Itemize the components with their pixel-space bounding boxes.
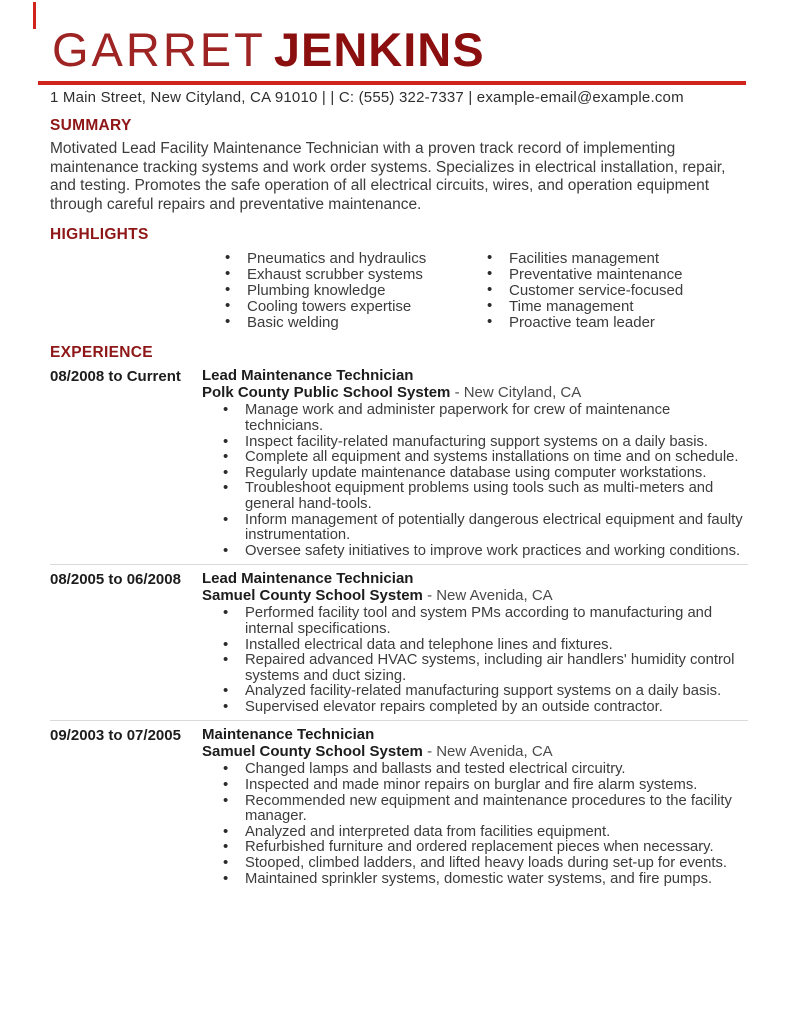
highlight-item-label: Preventative maintenance: [509, 266, 683, 284]
job-dates: 08/2008 to Current: [50, 368, 181, 386]
job-company-line: [202, 587, 748, 604]
job-bullet: [222, 435, 747, 451]
highlight-item: [224, 251, 486, 267]
job-bullet-list: [222, 403, 747, 559]
job-bullet-text: Supervised elevator repairs completed by an outside contractor.: [245, 698, 663, 715]
highlight-item-label: Time management: [509, 298, 634, 316]
highlight-item: [224, 267, 486, 283]
highlight-item-label: Customer service-focused: [509, 282, 684, 300]
highlights-columns: [224, 251, 748, 331]
job-dates: 08/2005 to 06/2008: [50, 571, 181, 589]
job-bullet: [222, 450, 747, 466]
job-bullet: [222, 466, 747, 482]
highlight-item: [486, 251, 748, 267]
job-content: [202, 726, 748, 887]
summary-text: Motivated Lead Facility Maintenance Technician with a proven track record of implementing maintenance tracking systems and work order systems. Specializes in electrical installation, repair, and testing. Promotes the safe operation of all electrical circuits, wires, and operation equipment through careful repairs and preventative maintenance.: [50, 140, 726, 213]
job-bullet-text: Inspect facility-related manufacturing support systems on a daily basis.: [245, 433, 709, 450]
job-bullet-text: Repaired advanced HVAC systems, including air handlers' humidity control systems and duct sizing.: [245, 652, 735, 684]
job-bullet-text: Inspected and made minor repairs on burglar and fire alarm systems.: [245, 777, 698, 794]
job-company-line: [202, 743, 748, 760]
job-company: Samuel County School System: [202, 743, 423, 761]
job-bullet: [222, 653, 747, 684]
job-company: Samuel County School System: [202, 587, 423, 605]
page-title: [52, 23, 748, 76]
job-bullet: [222, 700, 747, 716]
highlights-heading: HIGHLIGHTS: [50, 226, 149, 244]
job-bullet-text: Changed lamps and ballasts and tested electrical circuitry.: [245, 761, 626, 778]
job-bullet-text: Recommended new equipment and maintenance procedures to the facility manager.: [245, 792, 732, 825]
job-title: Maintenance Technician: [202, 726, 375, 744]
header: [50, 23, 748, 106]
first-name: GARRET: [52, 23, 266, 76]
job-bullet: [222, 606, 747, 637]
job-bullet-list: [222, 606, 747, 715]
job-bullet: [222, 638, 747, 654]
job-entry-1: [50, 367, 748, 559]
highlight-item-label: Pneumatics and hydraulics: [247, 250, 427, 268]
job-bullet-text: Analyzed and interpreted data from facilities equipment.: [245, 823, 611, 840]
job-entry-3: [50, 720, 748, 887]
highlights-section: [50, 226, 748, 331]
highlight-item: [486, 315, 748, 331]
job-bullet: [222, 778, 747, 794]
job-company-line: [202, 384, 748, 401]
summary-heading: SUMMARY: [50, 117, 132, 134]
highlight-item: [486, 267, 748, 283]
job-bullet: [222, 544, 747, 560]
job-bullet-text: Oversee safety initiatives to improve work practices and working conditions.: [245, 542, 741, 559]
job-bullet-text: Troubleshoot equipment problems using tools such as multi-meters and general hand-tools.: [245, 480, 714, 512]
last-name: JENKINS: [273, 23, 485, 76]
job-dates: 09/2003 to 07/2005: [50, 727, 181, 745]
job-bullet-text: Installed electrical data and telephone lines and fixtures.: [245, 636, 613, 653]
highlight-item-label: Exhaust scrubber systems: [247, 266, 423, 284]
job-title: Lead Maintenance Technician: [202, 367, 414, 385]
job-list: [50, 367, 748, 887]
contact-line: 1 Main Street, New Cityland, CA 91010 | | C: (555) 322-7337 | example-email@example.com: [50, 89, 684, 106]
job-bullet-text: Stooped, climbed ladders, and lifted heavy loads during set-up for events.: [245, 855, 728, 872]
summary-section: [50, 117, 748, 214]
job-company: Polk County Public School System: [202, 384, 451, 402]
job-bullet: [222, 684, 747, 700]
highlight-item-label: Basic welding: [247, 314, 339, 332]
job-bullet-text: Inform management of potentially dangerous electrical equipment and faulty instrumentation.: [245, 511, 743, 544]
job-bullet-text: Analyzed facility-related manufacturing support systems on a daily basis.: [245, 683, 722, 700]
job-content: [202, 367, 748, 559]
job-bullet: [222, 513, 747, 544]
job-bullet-text: Maintained sprinkler systems, domestic water systems, and fire pumps.: [245, 870, 713, 887]
highlight-item: [224, 315, 486, 331]
experience-heading: EXPERIENCE: [50, 344, 153, 362]
job-location: - New Avenida, CA: [427, 743, 553, 761]
job-bullet-list: [222, 762, 747, 887]
job-bullet-text: Regularly update maintenance database using computer workstations.: [245, 464, 707, 481]
experience-section: [50, 344, 748, 887]
job-content: [202, 570, 748, 715]
highlight-item: [224, 299, 486, 315]
job-bullet: [222, 872, 747, 888]
highlight-item-label: Proactive team leader: [509, 314, 655, 332]
job-bullet: [222, 794, 747, 825]
job-bullet: [222, 403, 747, 434]
job-bullet-text: Manage work and administer paperwork for crew of maintenance technicians.: [245, 402, 671, 434]
highlights-column-2: [486, 251, 748, 331]
job-title: Lead Maintenance Technician: [202, 570, 414, 588]
job-bullet: [222, 825, 747, 841]
highlight-item-label: Cooling towers expertise: [247, 298, 412, 316]
job-location: - New Cityland, CA: [454, 384, 582, 402]
job-bullet-text: Performed facility tool and system PMs according to manufacturing and internal specifications.: [245, 605, 713, 637]
job-bullet: [222, 856, 747, 872]
highlight-item: [486, 283, 748, 299]
job-entry-2: [50, 564, 748, 715]
job-location: - New Avenida, CA: [427, 587, 553, 605]
highlight-item: [224, 283, 486, 299]
highlight-item-label: Plumbing knowledge: [247, 282, 386, 300]
job-bullet: [222, 481, 747, 512]
top-accent-tick: [33, 2, 36, 29]
job-bullet: [222, 840, 747, 856]
highlights-column-1: [224, 251, 486, 331]
highlight-item-label: Facilities management: [509, 250, 660, 268]
job-bullet: [222, 762, 747, 778]
highlight-item: [486, 299, 748, 315]
job-bullet-text: Complete all equipment and systems installations on time and on schedule.: [245, 449, 739, 466]
header-rule: [38, 81, 746, 85]
job-bullet-text: Refurbished furniture and ordered replacement pieces when necessary.: [245, 839, 714, 856]
